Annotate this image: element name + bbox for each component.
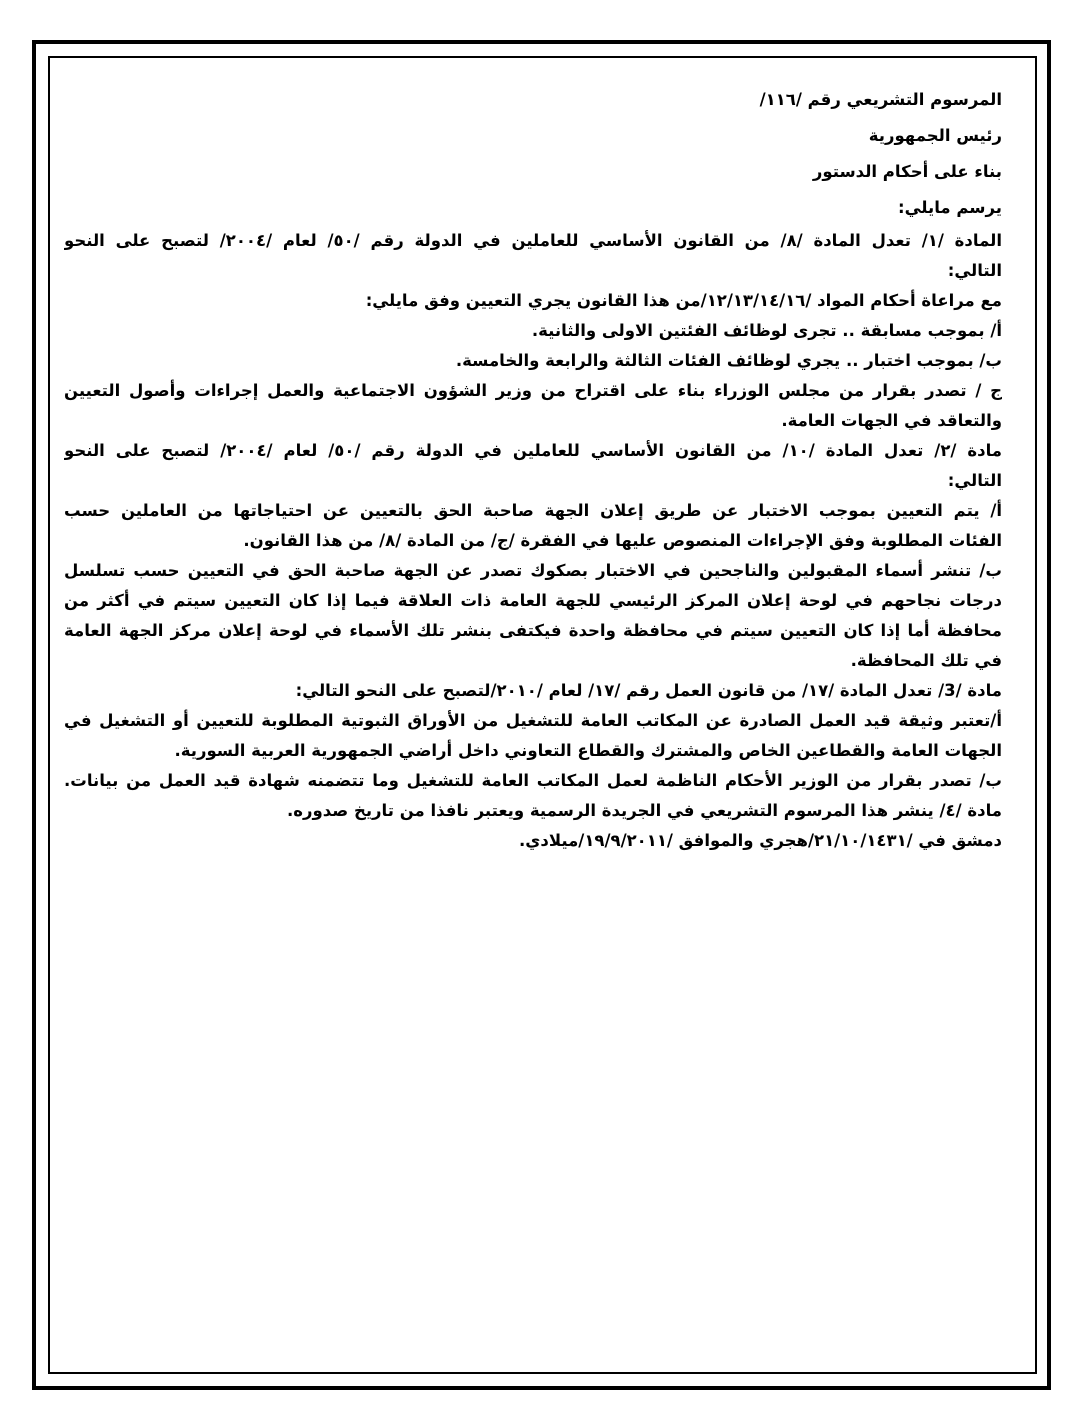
article-1-line: المادة /١/ تعدل المادة /٨/ من القانون الأساسي للعاملين في الدولة رقم /٥٠/ لعام /٢٠٠٤/ لتصبح على النحو	[64, 231, 1002, 250]
decree-issuer: رئيس الجمهورية	[868, 126, 1002, 145]
decree-intro: يرسم مايلي:	[897, 198, 1002, 217]
article-1-line: التالي:	[947, 261, 1002, 280]
decree-basis: بناء على أحكام الدستور	[812, 162, 1002, 181]
article-3-line: مادة /3/ تعدل المادة /١٧/ من قانون العمل رقم /١٧/ لعام /٢٠١٠/لتصبح على النحو التالي:	[295, 681, 1002, 700]
article-1-line: ج / تصدر بقرار من مجلس الوزراء بناء على اقتراح من وزير الشؤون الاجتماعية والعمل إجراءات وأصول التعيين	[64, 381, 1002, 400]
decree-title: المرسوم التشريعي رقم /١١٦/	[759, 90, 1002, 109]
article-2-line: درجات نجاحهم في لوحة إعلان المركز الرئيسي للجهة العامة ذات العلاقة فيما إذا كان التعيين سيتم في أكثر من	[64, 591, 1002, 610]
article-2-line: ب/ تنشر أسماء المقبولين والناجحين في الاختبار بصكوك تصدر عن الجهة صاحبة الحق في التعيين حسب تسلسل	[64, 561, 1002, 580]
article-2-line: أ/ يتم التعيين بموجب الاختبار عن طريق إعلان الجهة صاحبة الحق بالتعيين عن احتياجاتها من العاملين حسب	[64, 501, 1002, 520]
article-1-line: ب/ بموجب اختبار .. يجري لوظائف الفئات الثالثة والرابعة والخامسة.	[455, 351, 1002, 370]
article-3-line: ب/ تصدر بقرار من الوزير الأحكام الناظمة لعمل المكاتب العامة للتشغيل وما تتضمنه شهادة قيد العمل من بيانات.	[64, 771, 1002, 790]
decree-header	[64, 82, 1002, 226]
article-1-line: أ/ بموجب مسابقة .. تجرى لوظائف الفئتين الاولى والثانية.	[531, 321, 1002, 340]
article-2-line: الفئات المطلوبة وفق الإجراءات المنصوص عليها في الفقرة /ج/ من المادة /٨/ من هذا القانون.	[243, 531, 1002, 550]
article-2-line: محافظة أما إذا كان التعيين سيتم في محافظة واحدة فيكتفى بنشر تلك الأسماء في لوحة إعلان مركز الجهة العامة	[64, 621, 1002, 640]
article-1-line: مع مراعاة أحكام المواد /١٢/١٣/١٤/١٦/من هذا القانون يجري التعيين وفق مايلي:	[365, 291, 1002, 310]
article-2-line: التالي:	[947, 471, 1002, 490]
article-3-line: أ/تعتبر وثيقة قيد العمل الصادرة عن المكاتب العامة للتشغيل من الأوراق الثبوتية المطلوبة للتعيين أو التشغيل في	[64, 711, 1002, 730]
article-2-line: مادة /٢/ تعدل المادة /١٠/ من القانون الأساسي للعاملين في الدولة رقم /٥٠/ لعام /٢٠٠٤/ لتصبح على النحو	[64, 441, 1002, 460]
decree-date: دمشق في /٢١/١٠/١٤٣١/هجري والموافق /١٩/٩/٢٠١١/ميلادي.	[518, 831, 1002, 850]
article-3	[64, 676, 1002, 796]
article-4	[64, 796, 1002, 826]
article-2-line: في تلك المحافظة.	[850, 651, 1002, 670]
article-4-line: مادة /٤/ ينشر هذا المرسوم التشريعي في الجريدة الرسمية ويعتبر نافذا من تاريخ صدوره.	[286, 801, 1002, 820]
article-3-line: الجهات العامة والقطاعين الخاص والمشترك والقطاع التعاوني داخل أراضي الجمهورية العربية السورية.	[174, 741, 1002, 760]
decree-document	[64, 82, 1002, 856]
article-2	[64, 436, 1002, 676]
article-1-line: والتعاقد في الجهات العامة.	[781, 411, 1002, 430]
article-1	[64, 226, 1002, 436]
